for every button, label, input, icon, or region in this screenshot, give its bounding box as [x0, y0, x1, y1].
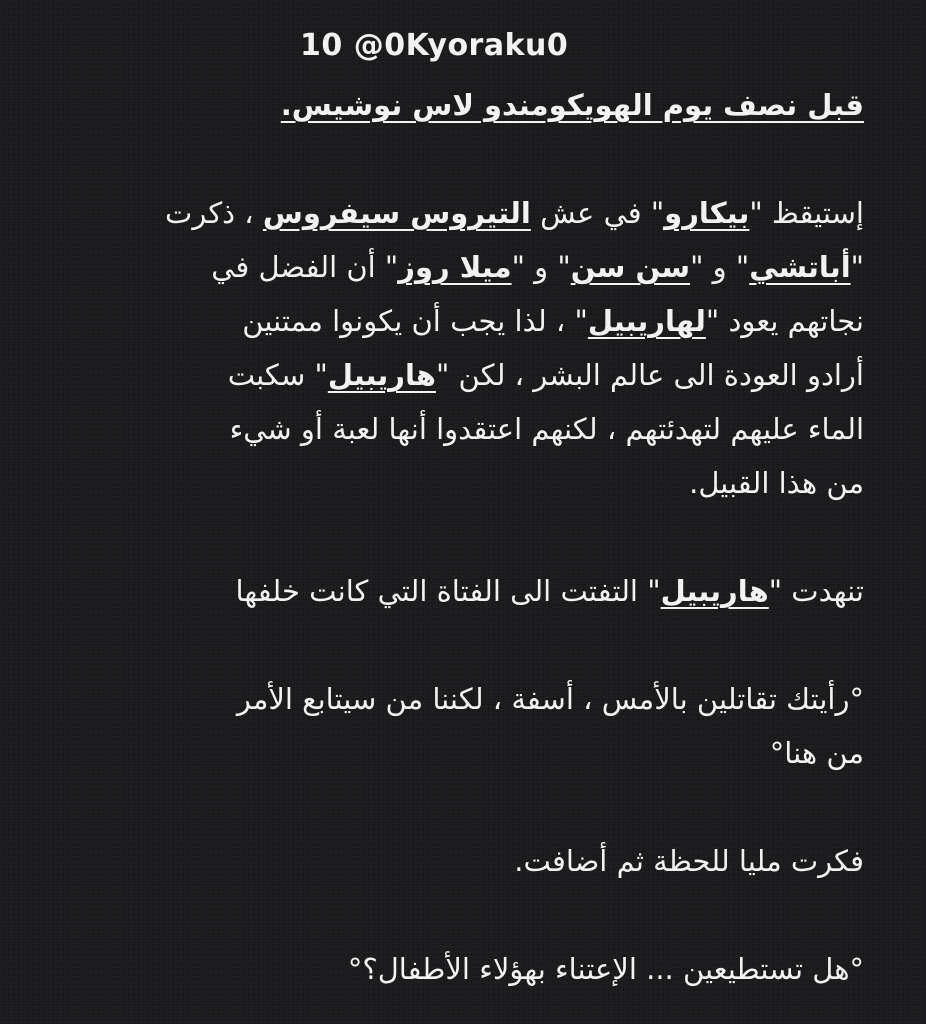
paragraph-1-line-6: من هذا القبيل. — [689, 466, 864, 500]
paragraph-3 — [54, 672, 864, 780]
text-fragment: " التفتت الى الفتاة التي كانت خلفها — [235, 574, 661, 608]
text-fragment: إستيقظ " — [749, 196, 864, 230]
paragraph-1 — [54, 186, 864, 510]
paragraph-1-line-1 — [54, 186, 864, 240]
paragraph-1-line-4 — [54, 348, 864, 402]
text-fragment: " سكبت — [227, 358, 328, 392]
text-fragment: " في عش — [530, 196, 665, 230]
paragraph-1-line-3 — [54, 294, 864, 348]
text-fragment: " أن الفضل في — [211, 250, 399, 284]
paragraph-gap — [54, 618, 864, 672]
text-fragment: " و " — [511, 250, 571, 284]
paragraph-gap — [54, 780, 864, 834]
character-name: أباتشي — [749, 250, 851, 284]
paragraph-gap — [54, 888, 864, 942]
text-fragment: " ، لذا يجب أن يكونوا ممتنين — [242, 304, 588, 338]
chapter-header: 10 @0Kyoraku0 — [300, 28, 569, 63]
place-name: التيروس سيفروس — [262, 196, 531, 230]
paragraph-1-line-2 — [54, 240, 864, 294]
text-fragment: أرادو العودة الى عالم البشر ، لكن " — [435, 358, 864, 392]
text-fragment: ، ذكرت — [165, 196, 263, 230]
paragraph-2 — [54, 564, 864, 618]
character-name: ميلا روز — [398, 250, 512, 284]
paragraph-5: °هل تستطيعين ... الإعتناء بهؤلاء الأطفال؟° — [347, 952, 864, 986]
character-name: هاريبيل — [660, 574, 769, 608]
title-line — [54, 78, 864, 132]
character-name: لهاريبيل — [587, 304, 706, 338]
text-fragment: نجاتهم يعود " — [705, 304, 864, 338]
paragraph-4: فكرت مليا للحظة ثم أضافت. — [514, 844, 864, 878]
paragraph-3-line-2: من هنا° — [769, 736, 864, 770]
paragraph-3-line-1: °رأيتك تقاتلين بالأمس ، أسفة ، لكننا من سيتابع الأمر — [236, 682, 864, 716]
chapter-title: قبل نصف يوم الهويكومندو لاس نوشيس. — [280, 88, 864, 122]
text-fragment: " — [850, 250, 864, 284]
character-name: بيكارو — [664, 196, 750, 230]
character-name: سن سن — [570, 250, 691, 284]
paragraph-gap — [54, 132, 864, 186]
document-body — [54, 78, 864, 996]
text-fragment: تنهدت " — [768, 574, 864, 608]
character-name: هاريبيل — [327, 358, 436, 392]
text-fragment: " و " — [690, 250, 750, 284]
paragraph-1-line-5: الماء عليهم لتهدئتهم ، لكنهم اعتقدوا أنها لعبة أو شيء — [229, 412, 864, 446]
paragraph-gap — [54, 510, 864, 564]
